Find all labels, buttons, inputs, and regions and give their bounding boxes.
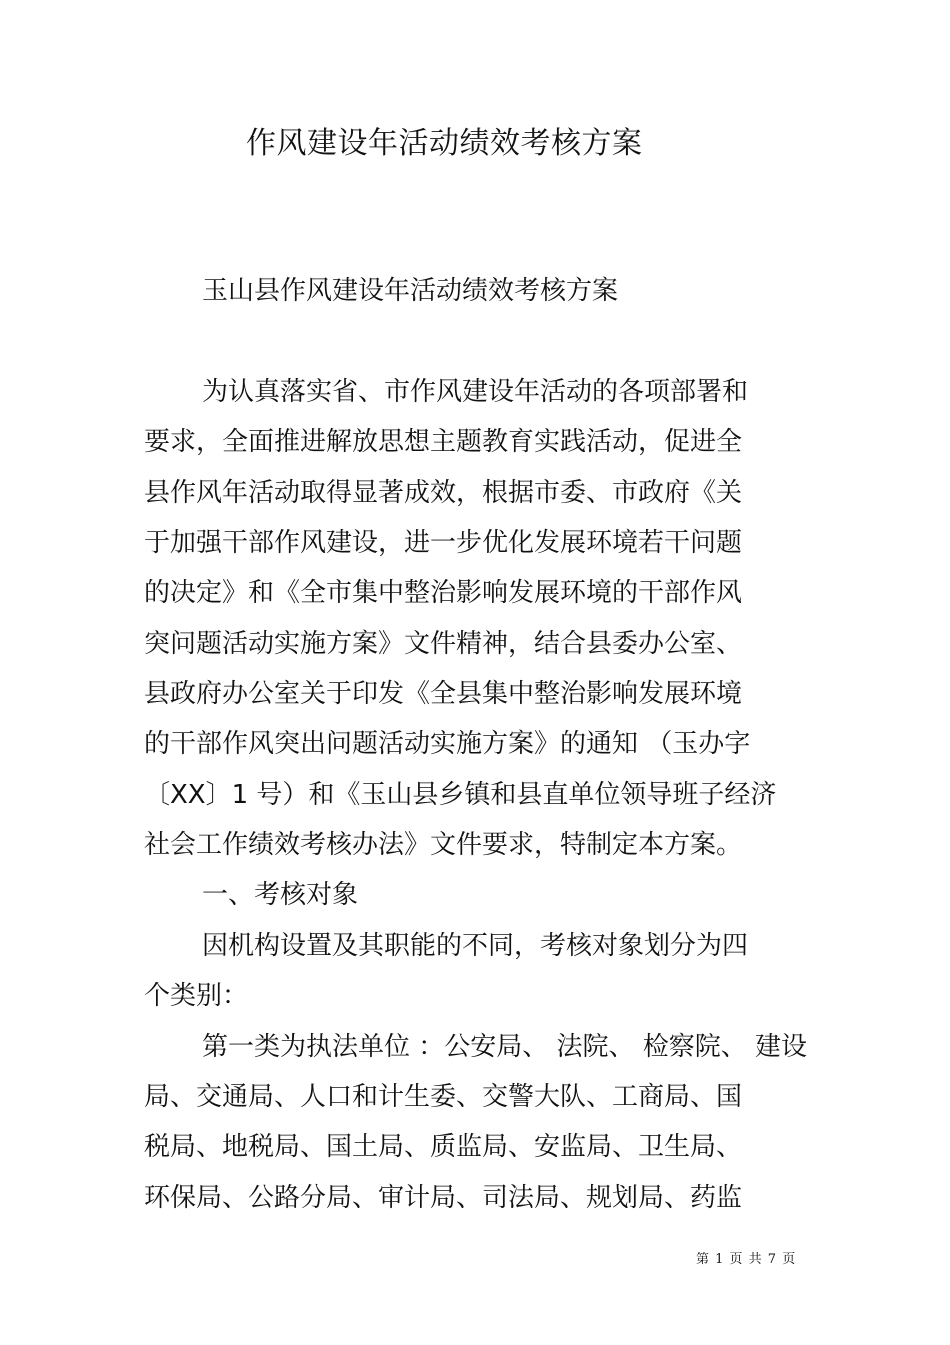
paragraph-line: 县政府办公室关于印发《全县集中整治影响发展环境 [144,679,743,709]
paragraph-line: 的决定》和《全市集中整治影响发展环境的干部作风 [144,578,743,608]
paragraph-line: 为认真落实省、市作风建设年活动的各项部署和 [202,377,749,407]
paragraph-line: 于加强干部作风建设，进一步优化发展环境若干问题 [144,528,743,558]
paragraph-line: 第一类为执法单位 ：公安局、 法院、 检察院、 建设 [202,1032,808,1062]
paragraph-line: 的干部作风突出问题活动实施方案》的通知 （玉办字 [144,729,751,759]
paragraph-line: 县作风年活动取得显著成效，根据市委、市政府《关 [144,478,743,508]
subtitle-line: 玉山县作风建设年活动绩效考核方案 [202,276,619,306]
paragraph-line: 〔XX〕1 号）和《玉山县乡镇和县直单位领导班子经济 [144,780,777,810]
paragraph-line: 个类别： [144,981,249,1011]
paragraph-line: 环保局、公路分局、审计局、司法局、规划局、药监 [144,1183,743,1213]
paragraph-line: 突问题活动实施方案》文件精神，结合县委办公室、 [144,629,743,659]
section-heading: 一、考核对象 [202,880,359,910]
paragraph-line: 社会工作绩效考核办法》文件要求，特制定本方案。 [144,830,743,860]
paragraph-line: 税局、地税局、国土局、质监局、安监局、卫生局、 [144,1132,743,1162]
paragraph-line: 局、交通局、人口和计生委、交警大队、工商局、国 [144,1082,743,1112]
paragraph-line: 因机构设置及其职能的不同，考核对象划分为四 [202,931,749,961]
document-title: 作风建设年活动绩效考核方案 [246,126,643,161]
page-number-footer: 第 1 页 共 7 页 [696,1252,797,1267]
paragraph-line: 要求，全面推进解放思想主题教育实践活动，促进全 [144,427,743,457]
